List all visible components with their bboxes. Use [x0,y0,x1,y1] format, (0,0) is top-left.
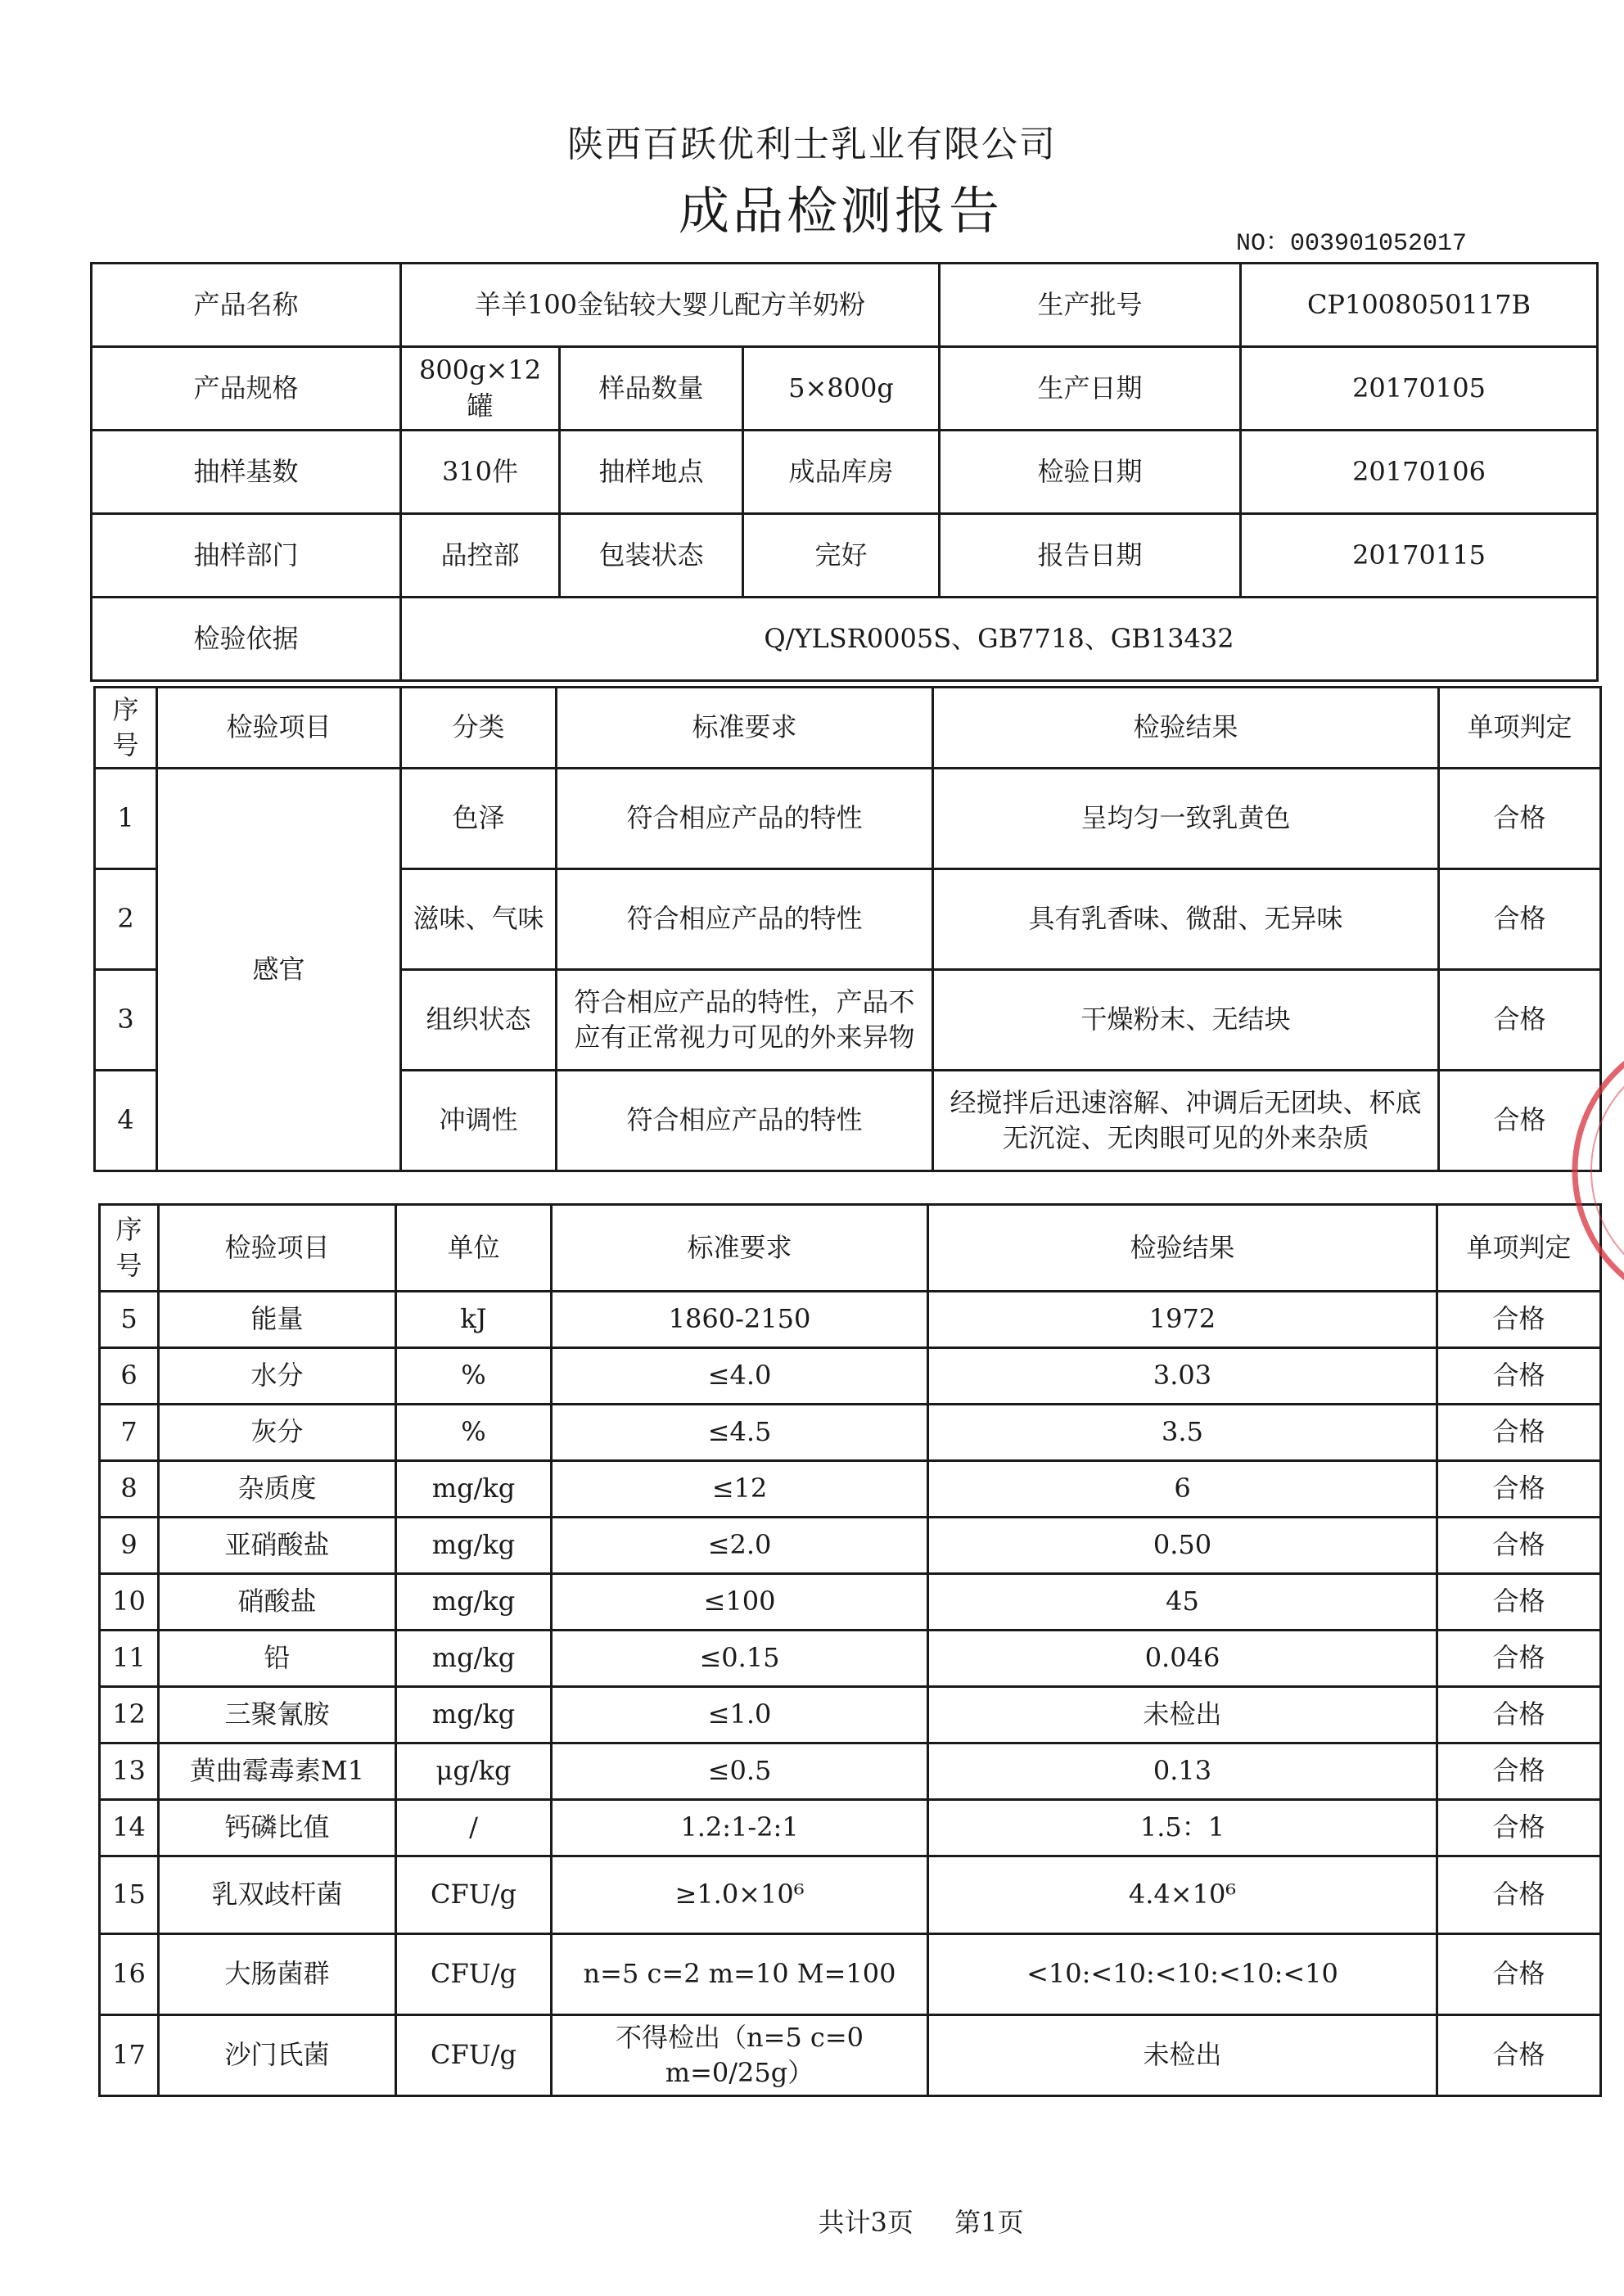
judgement-cell: 合格 [1439,970,1601,1071]
red-seal-stamp [1550,1023,1624,1318]
unit-cell: CFU/g [396,1856,552,1934]
unit-cell: μg/kg [396,1743,552,1800]
spec-label: 产品规格 [92,347,401,431]
total-pages: 共计3页 [818,2207,914,2238]
chemical-test-table [98,1203,1602,2097]
result-cell: 0.13 [928,1743,1437,1800]
document-number: NO：003901052017 [1236,230,1468,258]
unit-cell: mg/kg [396,1631,552,1687]
row-number: 13 [100,1743,159,1800]
info-row [92,431,1598,514]
item-cell: 亚硝酸盐 [159,1518,396,1574]
result-cell: 0.046 [928,1631,1437,1687]
table-row [95,769,1601,869]
table-header-row [95,688,1601,769]
standard-cell: ≤0.5 [552,1743,928,1800]
report-date-label: 报告日期 [940,514,1241,598]
judgement-cell: 合格 [1437,1934,1601,2015]
page-footer [0,2202,1624,2240]
item-cell: 硝酸盐 [159,1574,396,1631]
unit-cell: CFU/g [396,1934,552,2015]
item-cell: 能量 [159,1292,396,1348]
category-cell: 滋味、气味 [401,869,557,970]
row-number: 10 [100,1574,159,1631]
table-row [100,1800,1601,1856]
judgement-cell: 合格 [1437,1687,1601,1743]
table-header-row [100,1205,1601,1292]
header-cell: 检验结果 [928,1205,1437,1292]
judgement-cell: 合格 [1437,1856,1601,1934]
unit-cell: kJ [396,1292,552,1348]
category-cell: 冲调性 [401,1071,557,1171]
table-row [100,1292,1601,1348]
judgement-cell: 合格 [1439,769,1601,869]
header-cell: 单项判定 [1437,1205,1601,1292]
product-name-value: 羊羊100金钻较大婴儿配方羊奶粉 [401,264,940,347]
spec-value: 800g×12罐 [401,347,560,431]
table-row [100,1631,1601,1687]
item-cell: 黄曲霉毒素M1 [159,1743,396,1800]
result-cell: 6 [928,1461,1437,1518]
item-cell: 钙磷比值 [159,1800,396,1856]
judgement-cell: 合格 [1437,1348,1601,1405]
sensory-group-label: 感官 [157,769,401,1171]
prod-date-label: 生产日期 [940,347,1241,431]
item-cell: 乳双歧杆菌 [159,1856,396,1934]
item-cell: 杂质度 [159,1461,396,1518]
sensory-table [93,686,1602,1172]
item-cell: 大肠菌群 [159,1934,396,2015]
header-cell: 分类 [401,688,557,769]
result-cell: 3.03 [928,1348,1437,1405]
result-cell: 经搅拌后迅速溶解、冲调后无团块、杯底无沉淀、无肉眼可见的外来杂质 [933,1071,1439,1171]
info-row [92,598,1598,681]
unit-cell: mg/kg [396,1518,552,1574]
info-row [92,514,1598,598]
result-cell: 4.4×10⁶ [928,1856,1437,1934]
table-row [100,1856,1601,1934]
row-number: 5 [100,1292,159,1348]
product-name-label: 产品名称 [92,264,401,347]
report-date-value: 20170115 [1241,514,1598,598]
sampling-base-value: 310件 [401,431,560,514]
table-row [100,2015,1601,2096]
result-cell: 未检出 [928,1687,1437,1743]
batch-value: CP1008050117B [1241,264,1598,347]
row-number: 1 [95,769,157,869]
unit-cell: % [396,1405,552,1461]
standard-cell: 符合相应产品的特性 [557,1071,933,1171]
header-cell: 序号 [100,1205,159,1292]
package-label: 包装状态 [560,514,743,598]
result-cell: 1972 [928,1292,1437,1348]
package-value: 完好 [743,514,940,598]
row-number: 16 [100,1934,159,2015]
header-cell: 序号 [95,688,157,769]
basis-label: 检验依据 [92,598,401,681]
judgement-cell: 合格 [1437,1292,1601,1348]
page-number: 第1页 [954,2207,1024,2238]
result-cell: 0.50 [928,1518,1437,1574]
sample-qty-value: 5×800g [743,347,940,431]
row-number: 11 [100,1631,159,1687]
judgement-cell: 合格 [1437,2015,1601,2096]
judgement-cell: 合格 [1439,1071,1601,1171]
header-cell: 检验结果 [933,688,1439,769]
table-row [100,1461,1601,1518]
unit-cell: / [396,1800,552,1856]
item-cell: 铅 [159,1631,396,1687]
result-cell: 1.5：1 [928,1800,1437,1856]
item-cell: 灰分 [159,1405,396,1461]
header-cell: 检验项目 [157,688,401,769]
judgement-cell: 合格 [1437,1743,1601,1800]
row-number: 3 [95,970,157,1071]
batch-label: 生产批号 [940,264,1241,347]
sampling-dept-label: 抽样部门 [92,514,401,598]
standard-cell: 符合相应产品的特性 [557,769,933,869]
unit-cell: mg/kg [396,1574,552,1631]
info-row [92,347,1598,431]
info-row [92,264,1598,347]
sampling-place-value: 成品库房 [743,431,940,514]
standard-cell: 符合相应产品的特性，产品不应有正常视力可见的外来异物 [557,970,933,1071]
row-number: 14 [100,1800,159,1856]
row-number: 6 [100,1348,159,1405]
item-cell: 沙门氏菌 [159,2015,396,2096]
sampling-dept-value: 品控部 [401,514,560,598]
table-row [100,1405,1601,1461]
result-cell: 具有乳香味、微甜、无异味 [933,869,1439,970]
standard-cell: ≤12 [552,1461,928,1518]
standard-cell: 1860-2150 [552,1292,928,1348]
header-cell: 标准要求 [557,688,933,769]
standard-cell: 1.2:1-2:1 [552,1800,928,1856]
prod-date-value: 20170105 [1241,347,1598,431]
judgement-cell: 合格 [1437,1574,1601,1631]
sample-qty-label: 样品数量 [560,347,743,431]
result-cell: 3.5 [928,1405,1437,1461]
company-name: 陕西百跃优利士乳业有限公司 [567,124,1057,165]
table-row [100,1518,1601,1574]
standard-cell: ≤1.0 [552,1687,928,1743]
judgement-cell: 合格 [1437,1631,1601,1687]
table-row [100,1574,1601,1631]
standard-cell: ≤4.5 [552,1405,928,1461]
table-row [100,1348,1601,1405]
unit-cell: mg/kg [396,1687,552,1743]
sampling-place-label: 抽样地点 [560,431,743,514]
info-table [90,262,1599,682]
row-number: 2 [95,869,157,970]
row-number: 17 [100,2015,159,2096]
basis-value: Q/YLSR0005S、GB7718、GB13432 [401,598,1598,681]
judgement-cell: 合格 [1437,1800,1601,1856]
unit-cell: CFU/g [396,2015,552,2096]
row-number: 8 [100,1461,159,1518]
standard-cell: ≥1.0×10⁶ [552,1856,928,1934]
standard-cell: ≤100 [552,1574,928,1631]
header-cell: 单位 [396,1205,552,1292]
category-cell: 色泽 [401,769,557,869]
item-cell: 水分 [159,1348,396,1405]
test-date-label: 检验日期 [940,431,1241,514]
result-cell: 45 [928,1574,1437,1631]
header-cell: 检验项目 [159,1205,396,1292]
result-cell: 未检出 [928,2015,1437,2096]
header-cell: 单项判定 [1439,688,1601,769]
judgement-cell: 合格 [1437,1405,1601,1461]
table-row [100,1687,1601,1743]
standard-cell: ≤2.0 [552,1518,928,1574]
judgement-cell: 合格 [1437,1461,1601,1518]
table-row [100,1934,1601,2015]
standard-cell: 符合相应产品的特性 [557,869,933,970]
unit-cell: mg/kg [396,1461,552,1518]
row-number: 4 [95,1071,157,1171]
item-cell: 三聚氰胺 [159,1687,396,1743]
result-cell: 呈均匀一致乳黄色 [933,769,1439,869]
test-date-value: 20170106 [1241,431,1598,514]
result-cell: 干燥粉末、无结块 [933,970,1439,1071]
header-cell: 标准要求 [552,1205,928,1292]
standard-cell: n=5 c=2 m=10 M=100 [552,1934,928,2015]
row-number: 12 [100,1687,159,1743]
judgement-cell: 合格 [1437,1518,1601,1574]
standard-cell: 不得检出（n=5 c=0 m=0/25g） [552,2015,928,2096]
standard-cell: ≤0.15 [552,1631,928,1687]
report-title: 成品检测报告 [678,181,1003,241]
result-cell: <10:<10:<10:<10:<10 [928,1934,1437,2015]
row-number: 9 [100,1518,159,1574]
row-number: 15 [100,1856,159,1934]
unit-cell: % [396,1348,552,1405]
table-row [100,1743,1601,1800]
sampling-base-label: 抽样基数 [92,431,401,514]
standard-cell: ≤4.0 [552,1348,928,1405]
category-cell: 组织状态 [401,970,557,1071]
judgement-cell: 合格 [1439,869,1601,970]
row-number: 7 [100,1405,159,1461]
